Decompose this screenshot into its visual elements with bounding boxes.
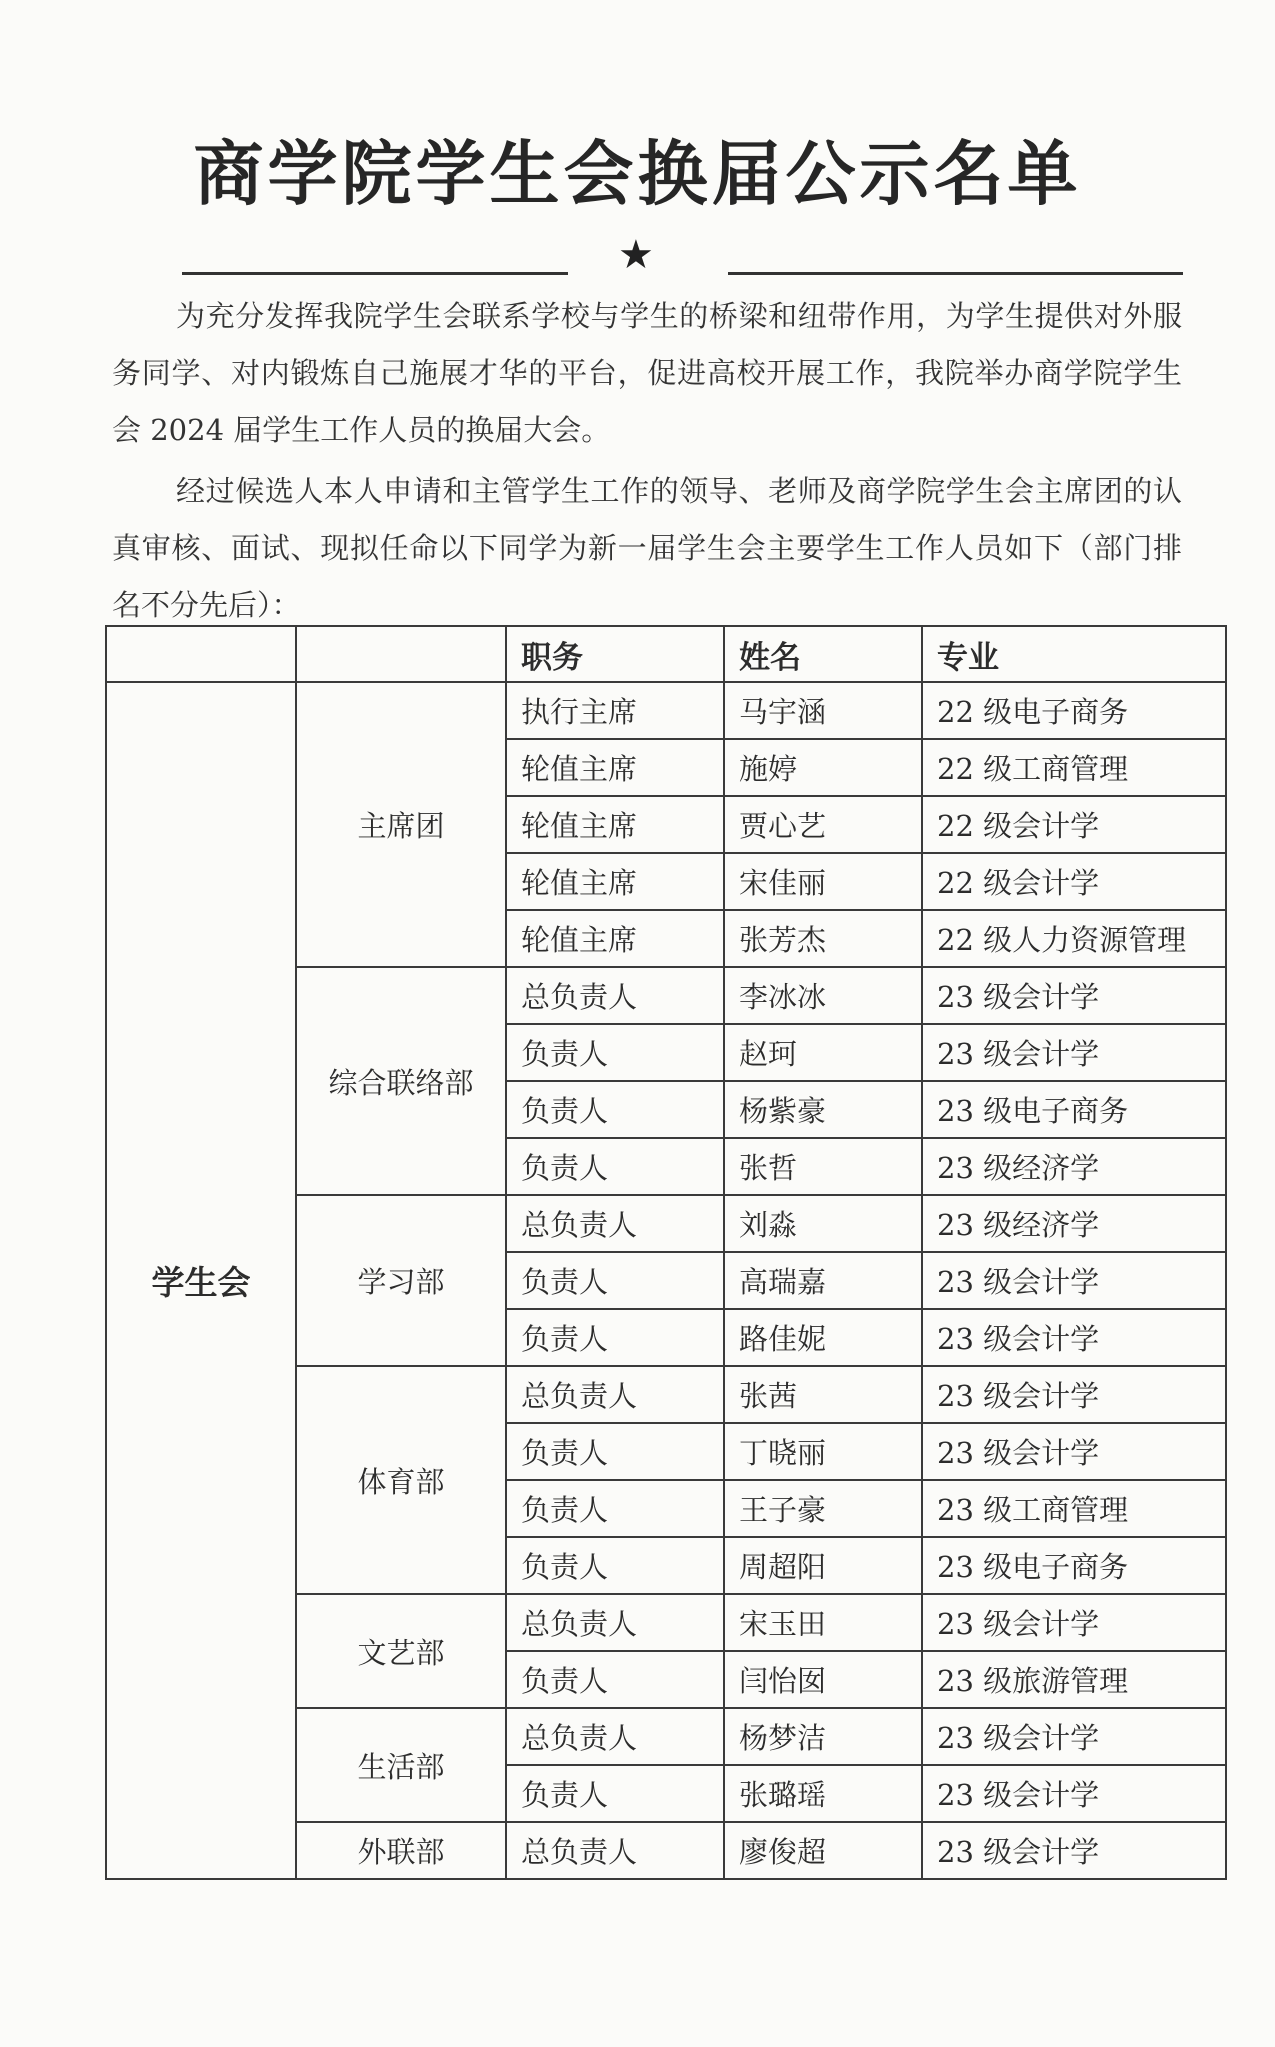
name-cell: 廖俊超 <box>724 1822 922 1879</box>
star-icon: ★ <box>618 232 654 278</box>
name-cell: 高瑞嘉 <box>724 1252 922 1309</box>
name-cell: 丁晓丽 <box>724 1423 922 1480</box>
department-cell: 主席团 <box>296 682 506 967</box>
name-cell: 张茜 <box>724 1366 922 1423</box>
major-cell: 23 级会计学 <box>922 1309 1226 1366</box>
name-cell: 闫怡囡 <box>724 1651 922 1708</box>
name-cell: 马宇涵 <box>724 682 922 739</box>
header-cell-department <box>296 626 506 682</box>
header-cell-organization <box>106 626 296 682</box>
major-cell: 23 级电子商务 <box>922 1537 1226 1594</box>
role-cell: 总负责人 <box>506 967 724 1024</box>
role-cell: 轮值主席 <box>506 910 724 967</box>
role-cell: 负责人 <box>506 1081 724 1138</box>
roster-table <box>105 625 1227 1880</box>
role-cell: 轮值主席 <box>506 853 724 910</box>
role-cell: 负责人 <box>506 1252 724 1309</box>
major-cell: 23 级经济学 <box>922 1195 1226 1252</box>
name-cell: 王子豪 <box>724 1480 922 1537</box>
major-cell: 23 级会计学 <box>922 967 1226 1024</box>
major-cell: 22 级人力资源管理 <box>922 910 1226 967</box>
name-cell: 宋玉田 <box>724 1594 922 1651</box>
intro-paragraph-1: 为充分发挥我院学生会联系学校与学生的桥梁和纽带作用，为学生提供对外服务同学、对内锻炼自己施展才华的平台，促进高校开展工作，我院举办商学院学生会 2024 届学生工作人员的换届大会。 <box>112 299 1182 447</box>
role-cell: 负责人 <box>506 1537 724 1594</box>
name-cell: 杨梦洁 <box>724 1708 922 1765</box>
page-title: 商学院学生会换届公示名单 <box>193 133 1082 215</box>
role-cell: 负责人 <box>506 1765 724 1822</box>
department-cell: 生活部 <box>296 1708 506 1822</box>
role-cell: 负责人 <box>506 1309 724 1366</box>
department-cell: 学习部 <box>296 1195 506 1366</box>
name-cell: 杨紫豪 <box>724 1081 922 1138</box>
role-cell: 轮值主席 <box>506 739 724 796</box>
role-cell: 负责人 <box>506 1423 724 1480</box>
table-header-row <box>106 626 1226 682</box>
name-cell: 宋佳丽 <box>724 853 922 910</box>
major-cell: 23 级会计学 <box>922 1594 1226 1651</box>
major-cell: 23 级工商管理 <box>922 1480 1226 1537</box>
name-cell: 赵珂 <box>724 1024 922 1081</box>
role-cell: 总负责人 <box>506 1708 724 1765</box>
role-cell: 负责人 <box>506 1138 724 1195</box>
major-cell: 22 级会计学 <box>922 796 1226 853</box>
major-cell: 22 级会计学 <box>922 853 1226 910</box>
major-cell: 22 级电子商务 <box>922 682 1226 739</box>
major-cell: 23 级会计学 <box>922 1252 1226 1309</box>
header-cell-name: 姓名 <box>724 626 922 682</box>
name-cell: 张芳杰 <box>724 910 922 967</box>
major-cell: 23 级会计学 <box>922 1024 1226 1081</box>
name-cell: 周超阳 <box>724 1537 922 1594</box>
title-divider-right <box>728 272 1183 275</box>
table-row <box>106 682 1226 739</box>
intro-paragraph-2: 经过候选人本人申请和主管学生工作的领导、老师及商学院学生会主席团的认真审核、面试、现拟任命以下同学为新一届学生会主要学生工作人员如下（部门排名不分先后）： <box>112 474 1182 622</box>
header-cell-major: 专业 <box>922 626 1226 682</box>
department-cell: 文艺部 <box>296 1594 506 1708</box>
name-cell: 李冰冰 <box>724 967 922 1024</box>
name-cell: 刘淼 <box>724 1195 922 1252</box>
major-cell: 23 级旅游管理 <box>922 1651 1226 1708</box>
major-cell: 23 级电子商务 <box>922 1081 1226 1138</box>
role-cell: 总负责人 <box>506 1366 724 1423</box>
major-cell: 23 级会计学 <box>922 1765 1226 1822</box>
department-cell: 体育部 <box>296 1366 506 1594</box>
department-cell: 综合联络部 <box>296 967 506 1195</box>
role-cell: 执行主席 <box>506 682 724 739</box>
role-cell: 轮值主席 <box>506 796 724 853</box>
role-cell: 总负责人 <box>506 1594 724 1651</box>
name-cell: 张璐瑶 <box>724 1765 922 1822</box>
major-cell: 23 级会计学 <box>922 1822 1226 1879</box>
major-cell: 23 级经济学 <box>922 1138 1226 1195</box>
name-cell: 施婷 <box>724 739 922 796</box>
roster-table-body <box>106 682 1226 1879</box>
role-cell: 负责人 <box>506 1651 724 1708</box>
role-cell: 负责人 <box>506 1480 724 1537</box>
major-cell: 23 级会计学 <box>922 1423 1226 1480</box>
role-cell: 负责人 <box>506 1024 724 1081</box>
role-cell: 总负责人 <box>506 1822 724 1879</box>
major-cell: 22 级工商管理 <box>922 739 1226 796</box>
department-cell: 外联部 <box>296 1822 506 1879</box>
major-cell: 23 级会计学 <box>922 1708 1226 1765</box>
name-cell: 路佳妮 <box>724 1309 922 1366</box>
role-cell: 总负责人 <box>506 1195 724 1252</box>
title-divider-left <box>182 272 568 275</box>
major-cell: 23 级会计学 <box>922 1366 1226 1423</box>
name-cell: 张哲 <box>724 1138 922 1195</box>
name-cell: 贾心艺 <box>724 796 922 853</box>
organization-cell: 学生会 <box>106 682 296 1879</box>
header-cell-role: 职务 <box>506 626 724 682</box>
